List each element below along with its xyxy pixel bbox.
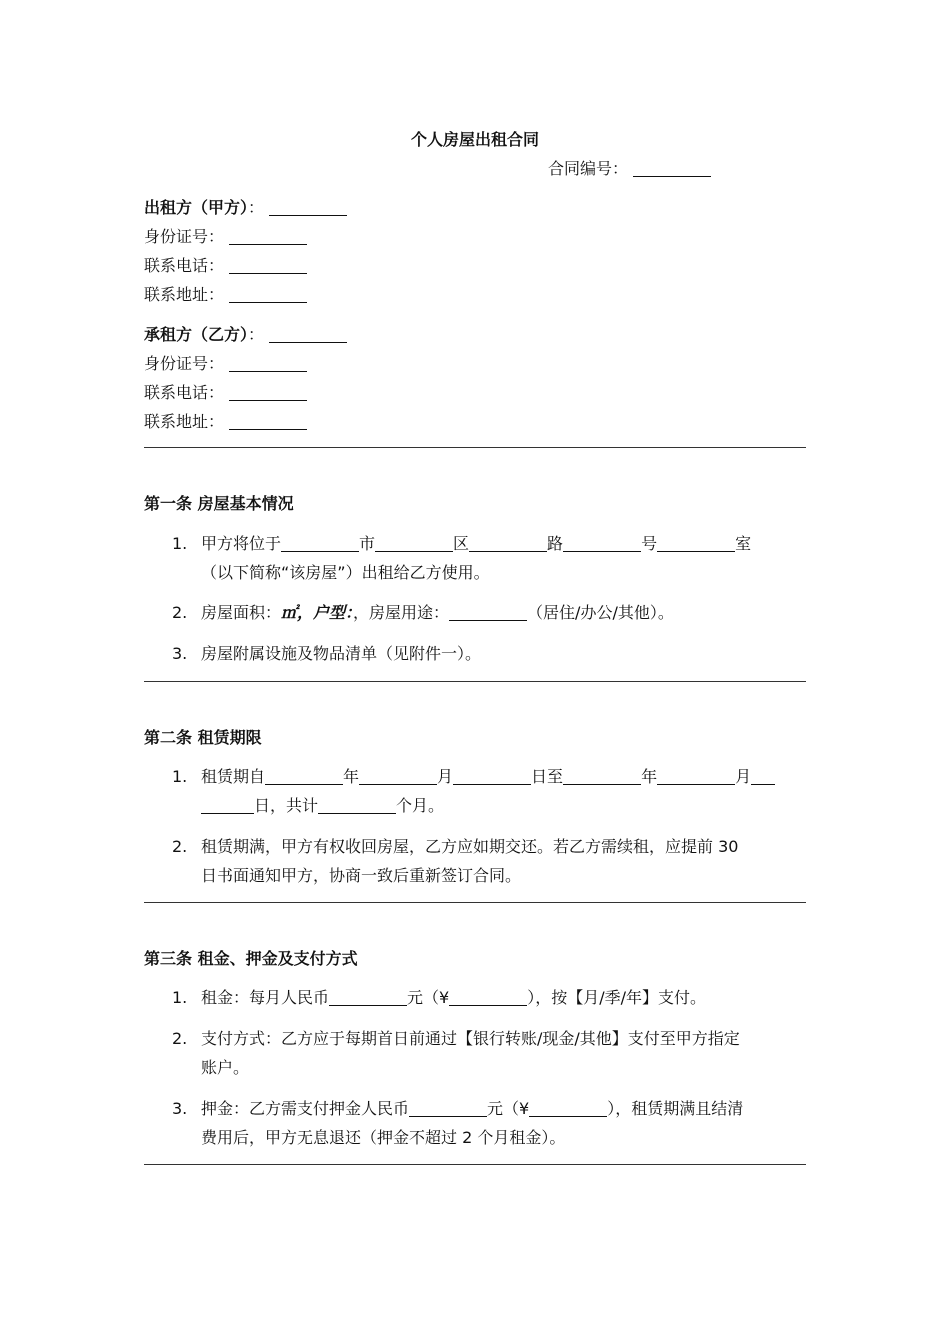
lessee-name-blank	[269, 325, 347, 343]
deposit-amount-blank	[409, 1099, 487, 1117]
lessee-phone-row	[144, 378, 347, 407]
item-text-part: 押金：乙方需支付押金人民币	[201, 1099, 410, 1118]
item-text-part: 日书面通知甲方，协商一致后重新签订合同。	[201, 866, 522, 885]
lessee-heading-row	[144, 320, 347, 349]
lessor-id-blank	[229, 227, 307, 245]
item-text-part: 元（¥	[407, 988, 450, 1007]
lessee-phone-label: 联系电话：	[144, 383, 225, 402]
lessor-block	[144, 193, 347, 309]
section-3-item-2	[172, 1024, 812, 1082]
rent-figure-blank	[449, 988, 527, 1006]
item-text: 房屋附属设施及物品清单（见附件一）。	[201, 644, 482, 663]
section-3-item-1	[172, 983, 812, 1012]
item-text	[201, 1024, 812, 1082]
item-text-part: ，房屋用途：	[353, 603, 450, 622]
road-blank	[469, 534, 547, 552]
section-1-item-3	[172, 639, 812, 668]
item-text-part: 室	[735, 534, 752, 553]
start-month-blank	[359, 767, 437, 785]
document-title: 个人房屋出租合同	[410, 130, 539, 149]
lessee-phone-blank	[229, 383, 307, 401]
divider	[144, 902, 806, 903]
start-day-blank	[453, 767, 531, 785]
lessor-id-label: 身份证号：	[144, 227, 225, 246]
item-text-part: （居住/办公/其他）。	[527, 603, 674, 622]
lessor-phone-label: 联系电话：	[144, 256, 225, 275]
section-2-item-1	[172, 762, 812, 820]
city-blank	[281, 534, 359, 552]
item-text-part: （以下简称“该房屋”）出租给乙方使用。	[201, 563, 490, 582]
item-text-part: 日，共计	[254, 796, 319, 815]
item-text-part: 元（¥	[487, 1099, 530, 1118]
item-text-part: 路	[547, 534, 564, 553]
item-number: 1.	[172, 534, 188, 553]
lessor-heading-row	[144, 193, 347, 222]
item-text-part: 支付方式：乙方应于每期首日前通过【银行转账/现金/其他】支付至甲方指定	[201, 1029, 740, 1048]
item-text-part: 账户。	[201, 1058, 250, 1077]
end-day-blank-a	[751, 767, 775, 785]
district-blank	[375, 534, 453, 552]
section-3-item-3	[172, 1094, 812, 1152]
item-text-part: 年	[641, 767, 658, 786]
lessee-id-row	[144, 349, 347, 378]
end-month-blank	[657, 767, 735, 785]
item-number: 2.	[172, 837, 188, 856]
lessee-id-blank	[229, 354, 307, 372]
item-text-part: 月	[735, 767, 752, 786]
item-text-part: 市	[359, 534, 376, 553]
section-2-item-2	[172, 832, 812, 890]
item-text-part: 租赁期满，甲方有权收回房屋，乙方应如期交还。若乙方需续租，应提前 30	[201, 837, 739, 856]
divider	[144, 447, 806, 448]
lessor-address-row	[144, 280, 347, 309]
section-1-item-1	[172, 529, 812, 587]
end-day-blank-b	[201, 796, 254, 814]
section-2-title: 第二条 租赁期限	[144, 728, 262, 747]
area-layout-text: ㎡，户型：	[281, 603, 354, 622]
lessor-name-blank	[269, 198, 347, 216]
end-year-blank	[563, 767, 641, 785]
lessee-heading: 承租方（乙方）	[144, 325, 249, 344]
item-text-part: ），租赁期满且结清	[607, 1099, 744, 1118]
lessee-address-row	[144, 407, 347, 436]
item-number: 2.	[172, 603, 188, 622]
contract-number	[548, 156, 711, 179]
item-number: 3.	[172, 1099, 188, 1118]
usage-blank	[449, 603, 527, 621]
item-text-part: 号	[641, 534, 658, 553]
contract-number-blank	[633, 159, 711, 177]
lessor-colon: ：	[248, 198, 265, 217]
lessor-address-label: 联系地址：	[144, 285, 225, 304]
start-year-blank	[265, 767, 343, 785]
item-text-part: 甲方将位于	[201, 534, 282, 553]
lessor-phone-row	[144, 251, 347, 280]
item-text-part: 个月。	[396, 796, 445, 815]
item-text-part: 房屋面积：	[201, 603, 282, 622]
item-number: 3.	[172, 644, 188, 663]
lessee-address-blank	[229, 412, 307, 430]
lessor-heading: 出租方（甲方）	[144, 198, 249, 217]
item-text-part: 区	[453, 534, 470, 553]
item-text-part: ），按【月/季/年】支付。	[527, 988, 706, 1007]
item-text	[201, 1094, 812, 1152]
lessor-address-blank	[229, 285, 307, 303]
lessor-id-row	[144, 222, 347, 251]
item-text	[201, 983, 812, 1012]
lessor-phone-blank	[229, 256, 307, 274]
rent-amount-blank	[329, 988, 407, 1006]
item-text	[201, 762, 812, 820]
lessee-block	[144, 320, 347, 436]
number-blank	[563, 534, 641, 552]
item-text-part: 租金：每月人民币	[201, 988, 330, 1007]
months-blank	[318, 796, 396, 814]
lessee-colon: ：	[248, 325, 265, 344]
lessee-address-label: 联系地址：	[144, 412, 225, 431]
item-number: 2.	[172, 1029, 188, 1048]
item-number: 1.	[172, 767, 188, 786]
item-text-part: 费用后，甲方无息退还（押金不超过 2 个月租金）。	[201, 1128, 566, 1147]
item-text-part: 年	[343, 767, 360, 786]
divider	[144, 1164, 806, 1165]
divider	[144, 681, 806, 682]
section-3-title: 第三条 租金、押金及支付方式	[144, 949, 358, 968]
section-1-item-2	[172, 598, 812, 627]
contract-number-label: 合同编号：	[548, 159, 629, 178]
item-text	[201, 832, 812, 890]
item-text-part: 月	[437, 767, 454, 786]
section-1-title: 第一条 房屋基本情况	[144, 494, 294, 513]
item-text	[201, 598, 812, 627]
item-number: 1.	[172, 988, 188, 1007]
lessee-id-label: 身份证号：	[144, 354, 225, 373]
deposit-figure-blank	[529, 1099, 607, 1117]
item-text-part: 日至	[531, 767, 564, 786]
item-text	[201, 529, 812, 587]
room-blank	[657, 534, 735, 552]
item-text-part: 租赁期自	[201, 767, 266, 786]
